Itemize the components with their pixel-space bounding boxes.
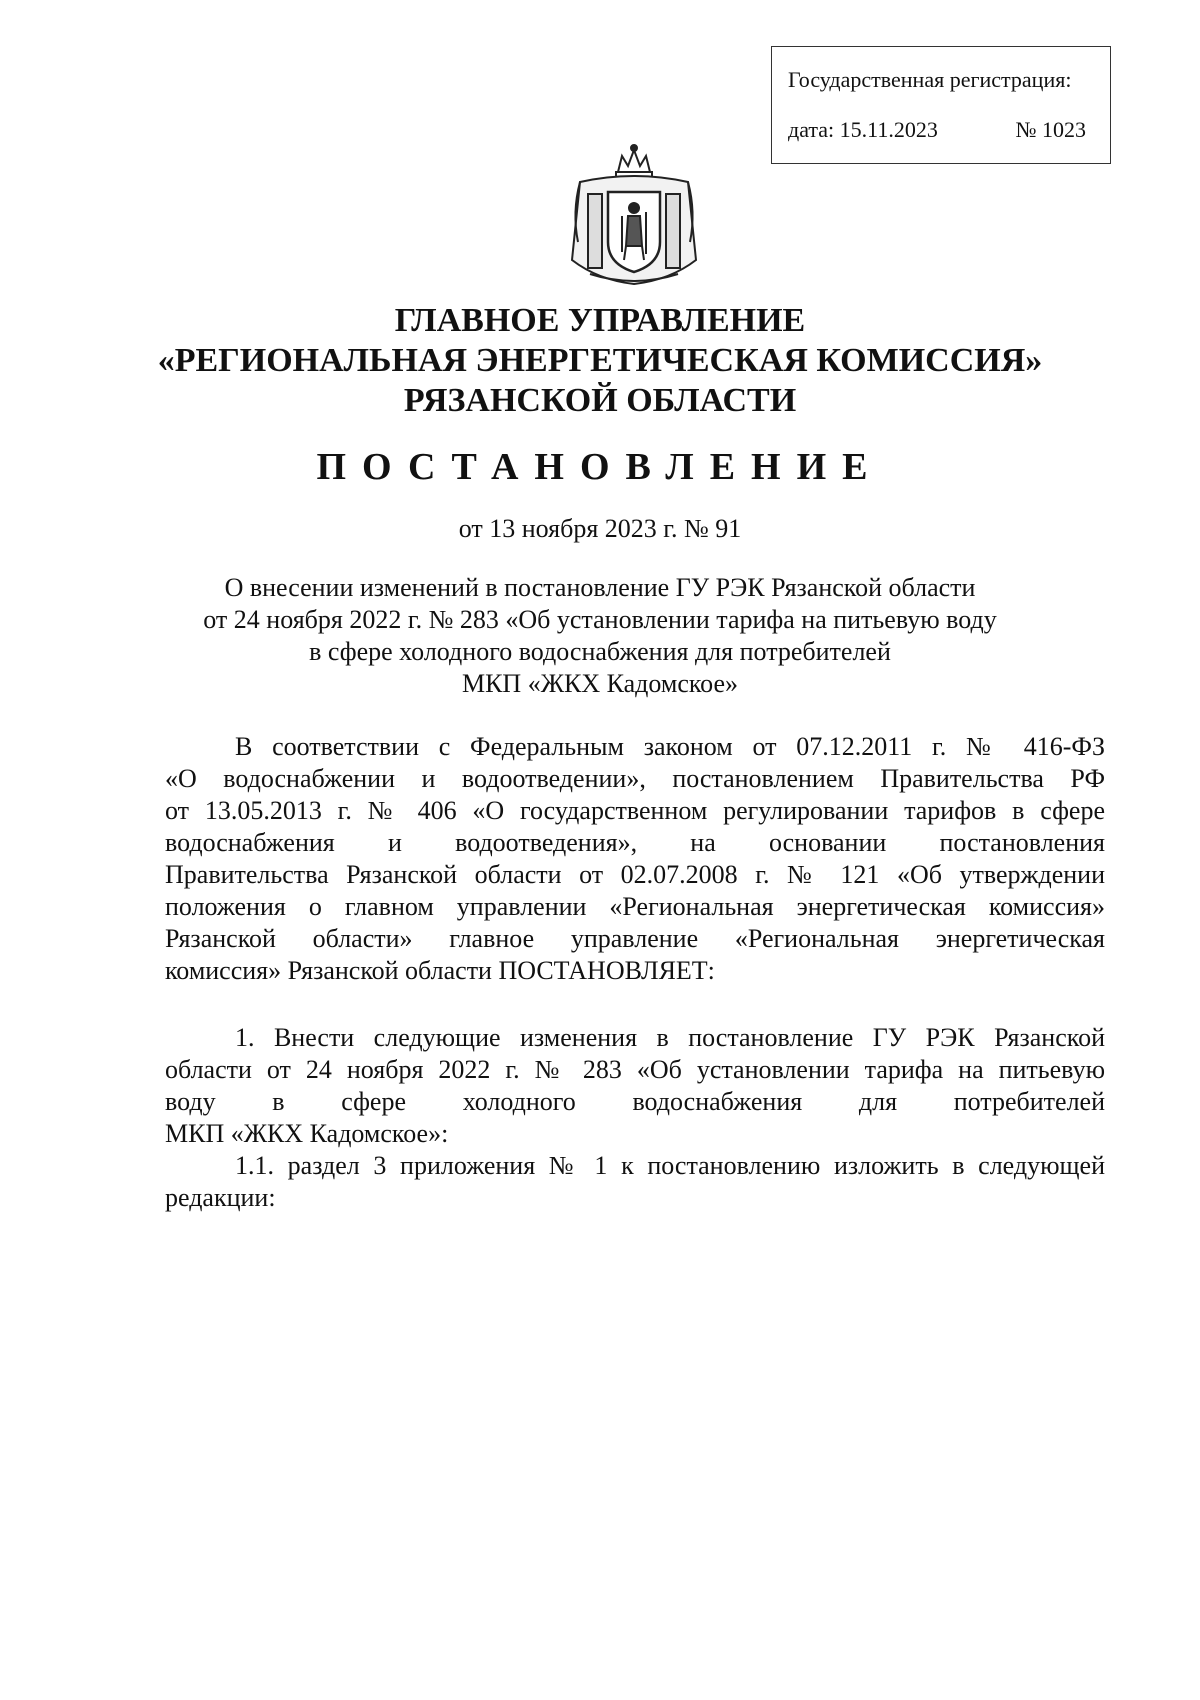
preamble-line: от 13.05.2013 г. № 406 «О государственном регулировании тарифов в сфере xyxy=(165,796,1105,825)
subject-line: от 24 ноября 2022 г. № 283 «Об установлении тарифа на питьевую воду xyxy=(203,605,997,634)
preamble-line: «О водоснабжении и водоотведении», постановлением Правительства РФ xyxy=(165,764,1105,793)
document-subject xyxy=(0,572,1200,700)
preamble-line: Рязанской области» главное управление «Региональная энергетическая xyxy=(165,924,1105,953)
registration-date: дата: 15.11.2023 xyxy=(788,117,938,142)
item-1-line: области от 24 ноября 2022 г. № 283 «Об установлении тарифа на питьевую xyxy=(165,1055,1105,1084)
organization-name-line3: РЯЗАНСКОЙ ОБЛАСТИ xyxy=(403,382,797,419)
registration-stamp xyxy=(771,46,1111,164)
preamble-line: Правительства Рязанской области от 02.07.2008 г. № 121 «Об утверждении xyxy=(165,860,1105,889)
item-1-1-line: редакции: xyxy=(165,1183,276,1212)
registration-number: № 1023 xyxy=(1015,117,1086,142)
item-1-line: 1. Внести следующие изменения в постановление ГУ РЭК Рязанской xyxy=(235,1023,1105,1052)
ryazan-coat-of-arms-icon xyxy=(560,142,708,292)
registration-title: Государственная регистрация: xyxy=(788,67,1072,92)
preamble-line: положения о главном управлении «Региональная энергетическая комиссия» xyxy=(165,892,1105,921)
preamble-line: В соответствии с Федеральным законом от 07.12.2011 г. № 416-ФЗ xyxy=(235,732,1105,761)
document-title: ПОСТАНОВЛЕНИЕ xyxy=(316,446,884,488)
item-1-line: воду в сфере холодного водоснабжения для потребителей xyxy=(165,1087,1105,1116)
subject-line: в сфере холодного водоснабжения для потребителей xyxy=(309,637,891,666)
subject-line: МКП «ЖКХ Кадомское» xyxy=(461,669,739,698)
organization-name-line2: «РЕГИОНАЛЬНАЯ ЭНЕРГЕТИЧЕСКАЯ КОМИССИЯ» xyxy=(157,342,1043,379)
subject-line: О внесении изменений в постановление ГУ РЭК Рязанской области xyxy=(224,573,976,602)
item-1-1-line: 1.1. раздел 3 приложения № 1 к постановлению изложить в следующей xyxy=(235,1151,1105,1180)
item-1-line: МКП «ЖКХ Кадомское»: xyxy=(165,1119,449,1148)
preamble-line: комиссия» Рязанской области ПОСТАНОВЛЯЕТ: xyxy=(165,956,715,985)
preamble-line: водоснабжения и водоотведения», на основании постановления xyxy=(165,828,1105,857)
document-date-number: от 13 ноября 2023 г. № 91 xyxy=(458,514,742,543)
organization-name-line1: ГЛАВНОЕ УПРАВЛЕНИЕ xyxy=(394,302,806,339)
